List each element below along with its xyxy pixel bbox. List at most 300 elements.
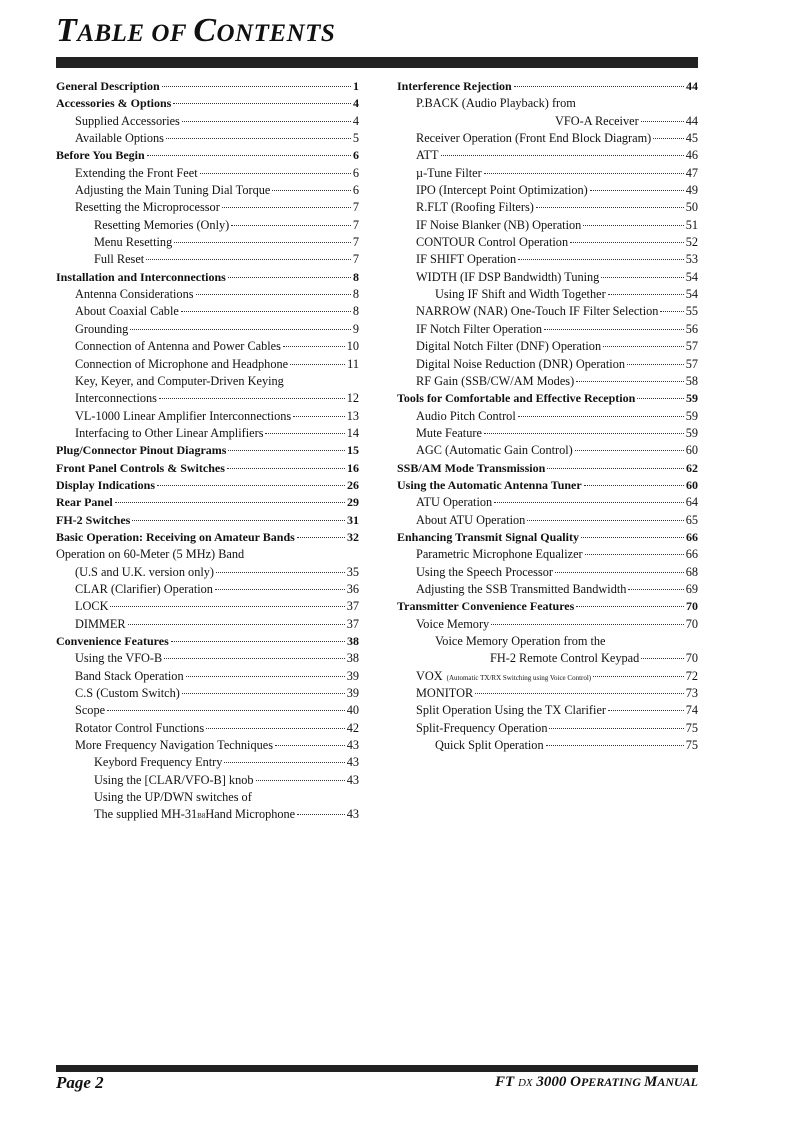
toc-page-number: 26 xyxy=(347,477,359,492)
dot-leader xyxy=(115,502,345,503)
toc-page-number: 72 xyxy=(685,668,698,683)
toc-entry-title: LOCK xyxy=(75,599,109,614)
toc-entry xyxy=(56,338,359,355)
dot-leader xyxy=(297,814,345,815)
toc-page-number: 9 xyxy=(352,321,359,336)
toc-entry-title: Supplied Accessories xyxy=(75,113,180,128)
toc-entry-title: IPO (Intercept Point Optimization) xyxy=(416,183,588,198)
toc-entry xyxy=(397,442,698,459)
toc-page-number: 57 xyxy=(685,339,698,354)
toc-page-number: 73 xyxy=(685,686,698,701)
toc-page-number: 54 xyxy=(685,269,698,284)
toc-entry-title: Key, Keyer, and Computer-Driven Keying xyxy=(75,373,284,388)
toc-entry-title: More Frequency Navigation Techniques xyxy=(75,738,273,753)
dot-leader xyxy=(491,624,684,625)
toc-page-number: 46 xyxy=(685,148,698,163)
toc-page-number: 36 xyxy=(346,581,359,596)
toc-entry xyxy=(56,199,359,216)
toc-entry xyxy=(56,95,359,112)
toc-entry-title: RF Gain (SSB/CW/AM Modes) xyxy=(416,373,575,388)
toc-entry-subscript: B8 xyxy=(197,812,206,821)
dot-leader xyxy=(494,502,684,503)
toc-entry xyxy=(397,737,698,754)
dot-leader xyxy=(181,311,351,312)
toc-entry xyxy=(397,564,698,581)
dot-leader xyxy=(475,693,684,694)
toc-entry-title: Interconnections xyxy=(75,391,157,406)
toc-page-number: 52 xyxy=(685,235,698,250)
dot-leader xyxy=(164,658,344,659)
toc-entry xyxy=(397,720,698,737)
toc-entry-title: Using the UP/DWN switches of xyxy=(94,790,252,805)
toc-entry xyxy=(397,321,698,338)
toc-entry xyxy=(397,130,698,147)
toc-entry xyxy=(397,338,698,355)
toc-entry-title: Digital Notch Filter (DNF) Operation xyxy=(416,339,602,354)
dot-leader xyxy=(518,416,684,417)
toc-page-number: 45 xyxy=(685,131,698,146)
toc-entry-title: Receiver Operation (Front End Block Diagram) xyxy=(416,131,652,146)
footer-part: O xyxy=(570,1074,581,1090)
toc-entry-title: (U.S and U.K. version only) xyxy=(75,564,215,579)
dot-leader xyxy=(275,745,345,746)
toc-entry-title: Split Operation Using the TX Clarifier xyxy=(416,703,607,718)
toc-page-number: 58 xyxy=(685,373,698,388)
toc-page-number: 54 xyxy=(685,287,698,302)
toc-entry-title: DIMMER xyxy=(75,616,126,631)
toc-entry xyxy=(397,234,698,251)
toc-page-number: 68 xyxy=(685,564,698,579)
toc-entry xyxy=(397,460,698,477)
dot-leader xyxy=(147,155,351,156)
toc-entry-title: MONITOR xyxy=(416,686,474,701)
toc-page-number: 13 xyxy=(346,408,359,423)
toc-page-number: 69 xyxy=(685,581,698,596)
dot-leader xyxy=(290,364,345,365)
toc-entry-title: Rear Panel xyxy=(56,495,113,510)
toc-entry xyxy=(56,217,359,234)
toc-entry-title-cont: Hand Microphone xyxy=(205,807,296,822)
toc-entry-title: IF SHIFT Operation xyxy=(416,252,517,267)
toc-page-number: 66 xyxy=(685,547,698,562)
dot-leader xyxy=(536,207,684,208)
dot-leader xyxy=(590,190,684,191)
toc-entry-title: Band Stack Operation xyxy=(75,668,184,683)
toc-entry-title: FH-2 Switches xyxy=(56,512,131,527)
footer-part: FT xyxy=(495,1074,518,1090)
toc-entry-note: (Automatic TX/RX Switching using Voice Control) xyxy=(446,673,592,682)
page-number: Page 2 xyxy=(56,1073,104,1092)
toc-entry xyxy=(56,772,359,789)
dot-leader xyxy=(627,364,684,365)
page-title xyxy=(56,12,335,50)
toc-entry xyxy=(56,789,359,806)
toc-entry xyxy=(397,529,698,546)
dot-leader xyxy=(182,121,351,122)
toc-entry xyxy=(56,130,359,147)
toc-page-number: 49 xyxy=(685,183,698,198)
toc-entry xyxy=(56,147,359,164)
toc-entry xyxy=(56,720,359,737)
toc-entry xyxy=(397,408,698,425)
dot-leader xyxy=(637,398,684,399)
toc-entry xyxy=(397,373,698,390)
toc-entry xyxy=(56,754,359,771)
toc-page-number: 7 xyxy=(352,217,359,232)
toc-entry-title: Voice Memory xyxy=(416,616,490,631)
toc-entry-title: Interference Rejection xyxy=(397,79,512,93)
dot-leader xyxy=(549,728,683,729)
toc-page-number: 59 xyxy=(685,408,698,423)
toc-entry xyxy=(56,321,359,338)
title-part: ONTENTS xyxy=(216,20,336,47)
toc-page-number: 44 xyxy=(686,79,698,93)
toc-entry-title: Plug/Connector Pinout Diagrams xyxy=(56,443,227,458)
dot-leader xyxy=(546,745,684,746)
toc-entry xyxy=(56,737,359,754)
toc-entry-title: WIDTH (IF DSP Bandwidth) Tuning xyxy=(416,269,600,284)
toc-page-number: 38 xyxy=(346,651,359,666)
toc-entry xyxy=(397,356,698,373)
toc-entry xyxy=(56,113,359,130)
toc-page-number: 11 xyxy=(347,356,359,371)
toc-entry xyxy=(56,442,359,459)
dot-leader xyxy=(215,589,345,590)
toc-page-number: 62 xyxy=(686,460,698,475)
toc-page-number: 7 xyxy=(352,235,359,250)
toc-page-number: 70 xyxy=(685,616,698,631)
dot-leader xyxy=(182,693,345,694)
footer-part: M xyxy=(643,1074,658,1090)
toc-entry-title: Mute Feature xyxy=(416,425,482,440)
toc-entry-title: VFO-A Receiver xyxy=(555,113,639,128)
toc-entry xyxy=(56,668,359,685)
toc-entry xyxy=(397,165,698,182)
toc-entry xyxy=(397,512,698,529)
toc-entry xyxy=(56,685,359,702)
toc-entry-title: Using the Automatic Antenna Tuner xyxy=(397,477,582,492)
title-rule xyxy=(56,57,698,68)
toc-entry-title: Resetting the Microprocessor xyxy=(75,200,220,215)
dot-leader xyxy=(265,433,344,434)
toc-page-number: 74 xyxy=(685,703,698,718)
dot-leader xyxy=(570,242,684,243)
toc-entry-title: ATU Operation xyxy=(416,495,493,510)
toc-entry-title: FH-2 Remote Control Keypad xyxy=(490,651,640,666)
dot-leader xyxy=(162,86,351,87)
dot-leader xyxy=(441,155,684,156)
toc-entry xyxy=(56,78,359,95)
dot-leader xyxy=(146,259,351,260)
dot-leader xyxy=(159,398,345,399)
dot-leader xyxy=(200,173,351,174)
dot-leader xyxy=(653,138,683,139)
toc-entry-title: P.BACK (Audio Playback) from xyxy=(416,96,576,111)
toc-page-number: 43 xyxy=(346,755,359,770)
toc-page-number: 60 xyxy=(685,443,698,458)
toc-entry-title: The supplied MH-31 xyxy=(94,807,198,822)
dot-leader xyxy=(196,294,351,295)
toc-page-number: 43 xyxy=(346,772,359,787)
dot-leader xyxy=(585,554,684,555)
dot-leader xyxy=(601,277,683,278)
dot-leader xyxy=(128,624,345,625)
dot-leader xyxy=(484,173,684,174)
toc-page-number: 6 xyxy=(353,148,359,163)
toc-page-number: 1 xyxy=(353,79,359,93)
toc-entry xyxy=(56,598,359,615)
toc-page-number: 38 xyxy=(347,634,359,648)
toc-page-number: 44 xyxy=(685,113,698,128)
toc-entry xyxy=(397,702,698,719)
toc-entry xyxy=(56,702,359,719)
dot-leader xyxy=(256,780,345,781)
toc-page-number: 43 xyxy=(346,738,359,753)
toc-entry xyxy=(56,408,359,425)
toc-entry-title: Convenience Features xyxy=(56,634,169,648)
toc-page-number: 32 xyxy=(347,529,359,544)
dot-leader xyxy=(130,329,351,330)
toc-entry xyxy=(56,529,359,546)
toc-page-number: 42 xyxy=(346,720,359,735)
toc-entry xyxy=(397,685,698,702)
toc-entry xyxy=(397,251,698,268)
dot-leader xyxy=(544,329,684,330)
toc-entry xyxy=(56,165,359,182)
toc-entry xyxy=(56,564,359,581)
toc-entry xyxy=(397,147,698,164)
toc-entry-title: Menu Resetting xyxy=(94,235,173,250)
toc-entry-title: Using the [CLAR/VFO-B] knob xyxy=(94,772,254,787)
toc-entry xyxy=(56,460,359,477)
toc-entry-title: VOX xyxy=(416,668,443,683)
toc-entry xyxy=(397,78,698,95)
toc-page-number: 64 xyxy=(685,495,698,510)
toc-entry xyxy=(397,546,698,563)
dot-leader xyxy=(576,606,684,607)
toc-page-number: 8 xyxy=(352,287,359,302)
dot-leader xyxy=(584,485,684,486)
toc-entry-title: Transmitter Convenience Features xyxy=(397,599,575,614)
dot-leader xyxy=(555,572,684,573)
toc-page-number: 35 xyxy=(346,564,359,579)
toc-entry xyxy=(56,373,359,390)
toc-entry xyxy=(397,477,698,494)
footer-part: 3000 xyxy=(532,1074,571,1090)
dot-leader xyxy=(608,710,684,711)
dot-leader xyxy=(603,346,684,347)
dot-leader xyxy=(224,762,344,763)
toc-entry xyxy=(397,303,698,320)
dot-leader xyxy=(110,606,344,607)
dot-leader xyxy=(222,207,351,208)
toc-entry xyxy=(56,581,359,598)
toc-entry xyxy=(56,269,359,286)
dot-leader xyxy=(576,381,684,382)
toc-page-number: 31 xyxy=(347,512,359,527)
toc-entry xyxy=(397,581,698,598)
toc-entry xyxy=(397,182,698,199)
toc-entry xyxy=(397,286,698,303)
toc-entry-title: Tools for Comfortable and Effective Reception xyxy=(397,391,636,406)
toc-entry-title: R.FLT (Roofing Filters) xyxy=(416,200,534,215)
toc-entry xyxy=(397,95,698,112)
toc-entry-title: Extending the Front Feet xyxy=(75,165,198,180)
toc-entry xyxy=(56,390,359,407)
toc-page-number: 15 xyxy=(347,443,359,458)
toc-entry-title: µ-Tune Filter xyxy=(416,165,482,180)
toc-entry xyxy=(56,425,359,442)
toc-entry-title: Quick Split Operation xyxy=(435,738,544,753)
toc-page-number: 10 xyxy=(346,339,359,354)
dot-leader xyxy=(227,468,345,469)
toc-page-number: 47 xyxy=(685,165,698,180)
toc-page-number: 14 xyxy=(346,425,359,440)
toc-entry-title: Using the Speech Processor xyxy=(416,564,553,579)
toc-entry-title: CONTOUR Control Operation xyxy=(416,235,569,250)
toc-entry-title: Digital Noise Reduction (DNR) Operation xyxy=(416,356,626,371)
toc-page-number: 6 xyxy=(352,165,359,180)
toc-page-number: 70 xyxy=(685,651,698,666)
toc-entry xyxy=(397,494,698,511)
toc-entry-title: Front Panel Controls & Switches xyxy=(56,460,225,475)
toc-entry-title: Grounding xyxy=(75,321,129,336)
toc-page-number: 75 xyxy=(685,738,698,753)
toc-entry xyxy=(397,616,698,633)
toc-entry xyxy=(397,113,698,130)
toc-page-number: 7 xyxy=(352,252,359,267)
toc-entry xyxy=(397,650,698,667)
footer-part: ANUAL xyxy=(657,1075,698,1089)
toc-page-number: 60 xyxy=(686,477,698,492)
dot-leader xyxy=(272,190,351,191)
toc-entry-title: Display Indications xyxy=(56,477,156,492)
dot-leader xyxy=(641,121,684,122)
toc-entry xyxy=(56,633,359,650)
toc-entry xyxy=(56,494,359,511)
toc-entry xyxy=(56,234,359,251)
toc-entry-title: Enhancing Transmit Signal Quality xyxy=(397,529,579,544)
dot-leader xyxy=(283,346,345,347)
dot-leader xyxy=(641,658,683,659)
manual-title xyxy=(495,1074,698,1091)
title-part: C xyxy=(193,12,217,49)
footer-part: DX xyxy=(517,1077,533,1089)
toc-page-number: 40 xyxy=(346,703,359,718)
toc-entry-title: Accessories & Options xyxy=(56,96,172,111)
toc-entry-title: Split-Frequency Operation xyxy=(416,720,548,735)
dot-leader xyxy=(174,242,351,243)
toc-page-number: 4 xyxy=(352,113,359,128)
toc-page-number: 55 xyxy=(685,304,698,319)
toc-page-number: 57 xyxy=(685,356,698,371)
toc-entry-title: Parametric Microphone Equalizer xyxy=(416,547,583,562)
toc-page-number: 4 xyxy=(353,96,359,111)
toc-entry-title: Rotator Control Functions xyxy=(75,720,205,735)
dot-leader xyxy=(216,572,345,573)
toc-entry-title: Installation and Interconnections xyxy=(56,269,226,284)
toc-entry-title: C.S (Custom Switch) xyxy=(75,686,180,701)
dot-leader xyxy=(527,520,683,521)
toc-entry-title: NARROW (NAR) One-Touch IF Filter Selection xyxy=(416,304,659,319)
toc-entry-title: Basic Operation: Receiving on Amateur Bands xyxy=(56,529,295,544)
dot-leader xyxy=(228,277,351,278)
toc-entry-title: General Description xyxy=(56,79,160,93)
toc-entry-title: Using IF Shift and Width Together xyxy=(435,287,606,302)
toc-entry xyxy=(397,217,698,234)
toc-page-number: 39 xyxy=(346,668,359,683)
toc-entry xyxy=(397,269,698,286)
toc-entry xyxy=(397,668,698,685)
title-part: ABLE OF xyxy=(77,20,194,47)
toc-page-number: 7 xyxy=(352,200,359,215)
toc-entry-title: About Coaxial Cable xyxy=(75,304,179,319)
dot-leader xyxy=(297,537,345,538)
dot-leader xyxy=(293,416,345,417)
toc-entry-title: Interfacing to Other Linear Amplifiers xyxy=(75,425,264,440)
dot-leader xyxy=(157,485,345,486)
toc-entry xyxy=(397,633,698,650)
dot-leader xyxy=(107,710,345,711)
toc-entry-title: Operation on 60-Meter (5 MHz) Band xyxy=(56,547,245,562)
toc-entry-title: IF Notch Filter Operation xyxy=(416,321,543,336)
title-part: T xyxy=(56,12,78,49)
toc-entry-title: CLAR (Clarifier) Operation xyxy=(75,581,213,596)
toc-entry-title: Voice Memory Operation from the xyxy=(435,634,606,648)
toc-entry-title: Audio Pitch Control xyxy=(416,408,516,423)
toc-left-column xyxy=(56,78,359,824)
dot-leader xyxy=(518,259,684,260)
dot-leader xyxy=(231,225,351,226)
footer-part: PERATING xyxy=(580,1075,644,1089)
toc-entry-title: IF Noise Blanker (NB) Operation xyxy=(416,217,582,232)
dot-leader xyxy=(575,450,684,451)
dot-leader xyxy=(173,103,351,104)
toc-entry-title: Keybord Frequency Entry xyxy=(94,755,223,770)
dot-leader xyxy=(514,86,684,87)
dot-leader xyxy=(628,589,683,590)
toc-entry xyxy=(397,199,698,216)
dot-leader xyxy=(583,225,683,226)
dot-leader xyxy=(660,311,683,312)
toc-page-number: 59 xyxy=(685,425,698,440)
toc-entry-title: Using the VFO-B xyxy=(75,651,163,666)
toc-page-number: 59 xyxy=(686,391,698,406)
dot-leader xyxy=(484,433,684,434)
toc-right-column xyxy=(397,78,698,754)
toc-page-number: 39 xyxy=(346,686,359,701)
toc-entry-title: Adjusting the Main Tuning Dial Torque xyxy=(75,183,271,198)
toc-entry-title: About ATU Operation xyxy=(416,512,526,527)
toc-entry xyxy=(56,251,359,268)
toc-entry-title: AGC (Automatic Gain Control) xyxy=(416,443,573,458)
toc-entry xyxy=(56,286,359,303)
toc-entry-title: Full Reset xyxy=(94,252,145,267)
toc-page-number: 56 xyxy=(685,321,698,336)
toc-entry xyxy=(397,390,698,407)
toc-page-number: 6 xyxy=(352,183,359,198)
toc-page-number: 29 xyxy=(347,495,359,510)
toc-entry-title: Antenna Considerations xyxy=(75,287,194,302)
toc-entry-title: Resetting Memories (Only) xyxy=(94,217,230,232)
toc-page-number: 16 xyxy=(347,460,359,475)
toc-entry-title: ATT xyxy=(416,148,439,163)
toc-page-number: 70 xyxy=(686,599,698,614)
toc-entry xyxy=(56,616,359,633)
dot-leader xyxy=(206,728,345,729)
toc-entry-title: Before You Begin xyxy=(56,148,145,163)
toc-page-number: 43 xyxy=(346,807,359,822)
